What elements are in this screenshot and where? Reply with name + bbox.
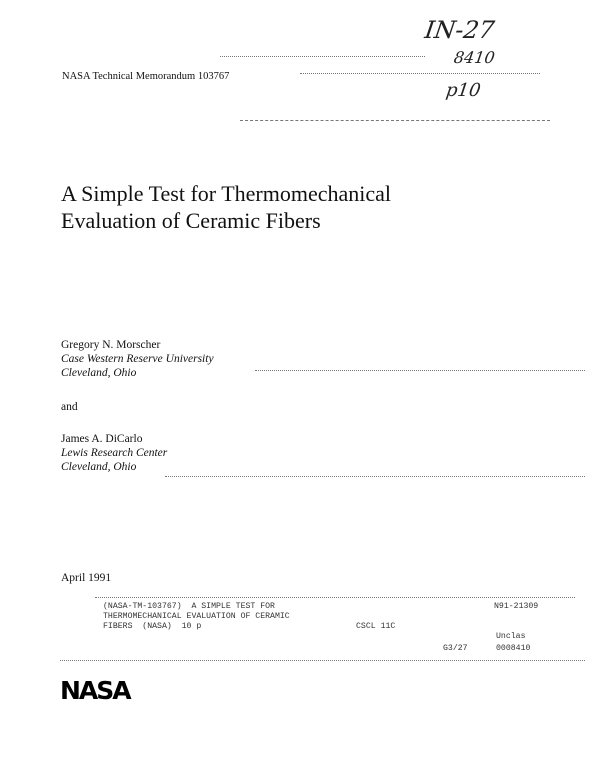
catalog-line-2: THERMOMECHANICAL EVALUATION OF CERAMIC (103, 612, 290, 621)
memorandum-label: NASA Technical Memorandum 103767 (62, 71, 230, 82)
scan-artifact-line (240, 120, 550, 121)
scan-artifact-line (255, 370, 585, 371)
catalog-cscl: CSCL 11C (356, 622, 396, 631)
publication-date: April 1991 (61, 572, 112, 584)
catalog-group: G3/27 (443, 644, 468, 653)
author-affiliation: Lewis Research Center (61, 447, 168, 459)
handwritten-code-3: p10 (444, 80, 482, 101)
document-title (61, 180, 391, 234)
scan-artifact-line (165, 476, 585, 477)
catalog-unclas-number: 0008410 (496, 644, 531, 653)
author-name: James A. DiCarlo (61, 433, 143, 445)
title-line-2: Evaluation of Ceramic Fibers (61, 208, 321, 233)
scan-artifact-line (220, 56, 425, 57)
catalog-line-3: FIBERS (NASA) 10 p (103, 622, 202, 631)
author-name: Gregory N. Morscher (61, 339, 161, 351)
author-block-1 (61, 338, 214, 380)
author-block-2 (61, 432, 167, 474)
author-affiliation: Case Western Reserve University (61, 353, 214, 365)
catalog-unclas: Unclas (496, 632, 526, 641)
author-location: Cleveland, Ohio (61, 367, 137, 379)
title-line-1: A Simple Test for Thermomechanical (61, 181, 392, 206)
catalog-accession-number: N91-21309 (494, 602, 539, 611)
handwritten-code-2: 8410 (452, 48, 497, 67)
scan-artifact-line (60, 660, 585, 661)
handwritten-code-1: IN-27 (423, 16, 497, 44)
scan-artifact-line (300, 73, 540, 74)
nasa-logo: NASA (60, 676, 130, 705)
author-location: Cleveland, Ohio (61, 461, 137, 473)
catalog-line-1: (NASA-TM-103767) A SIMPLE TEST FOR (103, 602, 275, 611)
scan-artifact-line (95, 597, 575, 598)
and-separator: and (61, 401, 78, 413)
